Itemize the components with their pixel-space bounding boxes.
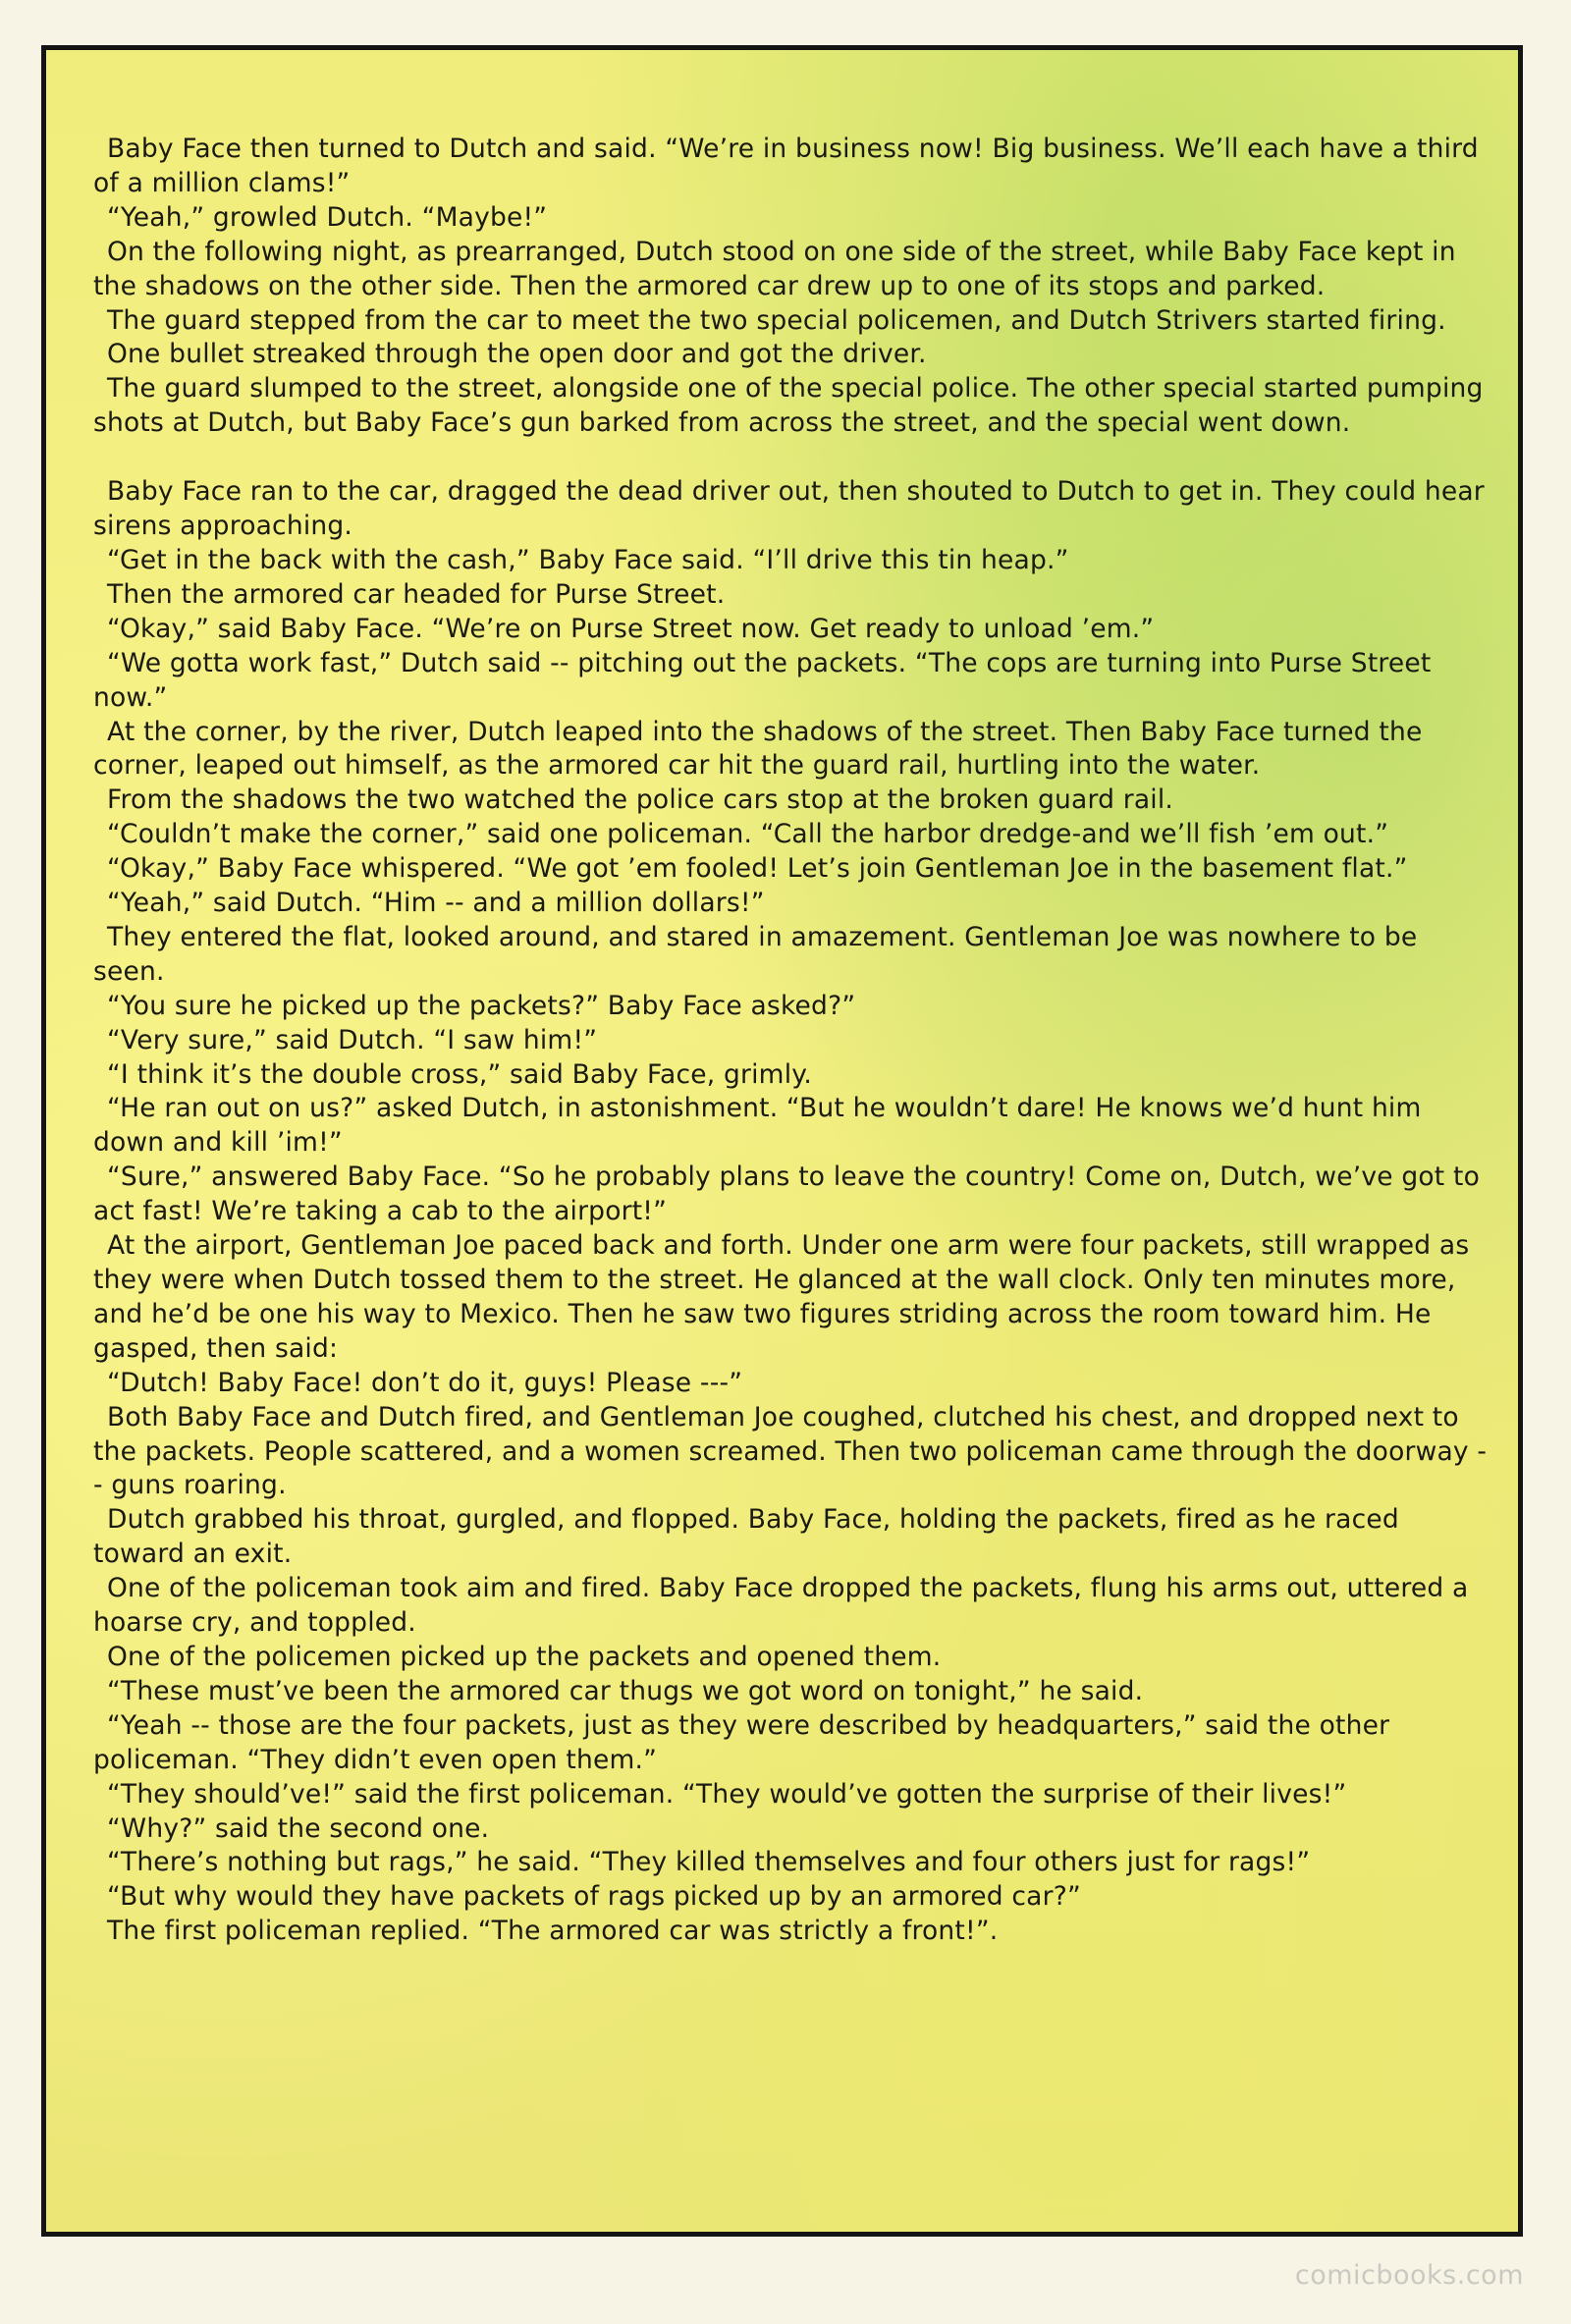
paragraph: Baby Face then turned to Dutch and said. “We’re in business now! Big business. We’ll each have a third of a million clams!”	[93, 134, 1479, 198]
paragraph: Both Baby Face and Dutch fired, and Gentleman Joe coughed, clutched his chest, and dropped next to the packets. People scattered, and a women screamed. Then two policeman came through the doorway -- guns roaring.	[93, 1401, 1488, 1501]
paragraph: “There’s nothing but rags,” he said. “They killed themselves and four others just for rags!”	[107, 1847, 1311, 1878]
paragraph: “He ran out on us?” asked Dutch, in astonishment. “But he wouldn’t dare! He knows we’d hunt him down and kill ’im!”	[93, 1093, 1422, 1159]
paragraph: One bullet streaked through the open door and got the driver.	[107, 339, 927, 370]
paragraph: “I think it’s the double cross,” said Baby Face, grimly.	[107, 1058, 812, 1090]
paragraph: Dutch grabbed his throat, gurgled, and flopped. Baby Face, holding the packets, fired as he raced toward an exit.	[93, 1504, 1399, 1570]
paragraph: One of the policeman took aim and fired. Baby Face dropped the packets, flung his arms out, uttered a hoarse cry, and toppled.	[93, 1573, 1469, 1639]
paragraph: “Sure,” answered Baby Face. “So he probably plans to leave the country! Come on, Dutch, we’ve got to act fast! We’re taking a cab to the airport!”	[93, 1162, 1481, 1227]
paragraph: One of the policemen picked up the packets and opened them.	[107, 1641, 942, 1672]
paragraph: They entered the flat, looked around, and stared in amazement. Gentleman Joe was nowhere to be seen.	[93, 921, 1418, 987]
paragraph: “They should’ve!” said the first policeman. “They would’ve gotten the surprise of their lives!”	[107, 1778, 1347, 1810]
paragraph: “Okay,” Baby Face whispered. “We got ’em fooled! Let’s join Gentleman Joe in the basement flat.”	[107, 853, 1408, 885]
paragraph: Then the armored car headed for Purse Street.	[107, 578, 726, 610]
paragraph: The guard slumped to the street, alongside one of the special police. The other special started pumping shots at Dutch, but Baby Face’s gun barked from across the street, and the special went down.	[93, 373, 1484, 439]
paragraph: Baby Face ran to the car, dragged the dead driver out, then shouted to Dutch to get in. They could hear sirens approaching.	[93, 476, 1485, 542]
paragraph: “We gotta work fast,” Dutch said -- pitching out the packets. “The cops are turning into Purse Street now.”	[93, 647, 1432, 713]
paragraph: “Couldn’t make the corner,” said one policeman. “Call the harbor dredge-and we’ll fish ’em out.”	[107, 819, 1389, 850]
paragraph: “You sure he picked up the packets?” Baby Face asked?”	[107, 990, 856, 1021]
paragraph: “Very sure,” said Dutch. “I saw him!”	[107, 1024, 598, 1055]
paragraph: From the shadows the two watched the police cars stop at the broken guard rail.	[107, 784, 1174, 816]
paragraph: The first policeman replied. “The armored car was strictly a front!”.	[107, 1916, 999, 1947]
paragraph: “Dutch! Baby Face! don’t do it, guys! Please ---”	[107, 1367, 743, 1398]
paragraph: “Get in the back with the cash,” Baby Face said. “I’ll drive this tin heap.”	[107, 544, 1069, 575]
paragraph: “These must’ve been the armored car thugs we got word on tonight,” he said.	[107, 1675, 1144, 1706]
paragraph: On the following night, as prearranged, Dutch stood on one side of the street, while Baby Face kept in the shadows on the other side. Then the armored car drew up to one of its stops and parked.	[93, 236, 1456, 301]
paragraph: “But why would they have packets of rags picked up by an armored car?”	[107, 1881, 1081, 1913]
paragraph: “Yeah,” growled Dutch. “Maybe!”	[107, 201, 548, 233]
paragraph: “Why?” said the second one.	[107, 1812, 490, 1844]
story-text	[93, 133, 1488, 1949]
paragraph: At the airport, Gentleman Joe paced back and forth. Under one arm were four packets, still wrapped as they were when Dutch tossed them to the street. He glanced at the wall clock. Only ten minutes more, and he’d be one his way to Mexico. Then he saw two figures striding across the room toward him. He gasped, then said:	[93, 1230, 1470, 1364]
watermark: comicbooks.com	[1294, 2260, 1524, 2291]
paragraph: “Yeah -- those are the four packets, just as they were described by headquarters,” said the other policeman. “They didn’t even open them.”	[93, 1709, 1390, 1775]
paragraph: The guard stepped from the car to meet the two special policemen, and Dutch Strivers started firing.	[107, 304, 1446, 336]
paragraph: “Yeah,” said Dutch. “Him -- and a million dollars!”	[107, 888, 765, 919]
paragraph: At the corner, by the river, Dutch leaped into the shadows of the street. Then Baby Face turned the corner, leaped out himself, as the armored car hit the guard rail, hurtling into the water.	[93, 716, 1423, 782]
text-panel	[41, 45, 1523, 2237]
paragraph: “Okay,” said Baby Face. “We’re on Purse Street now. Get ready to unload ’em.”	[107, 613, 1155, 644]
